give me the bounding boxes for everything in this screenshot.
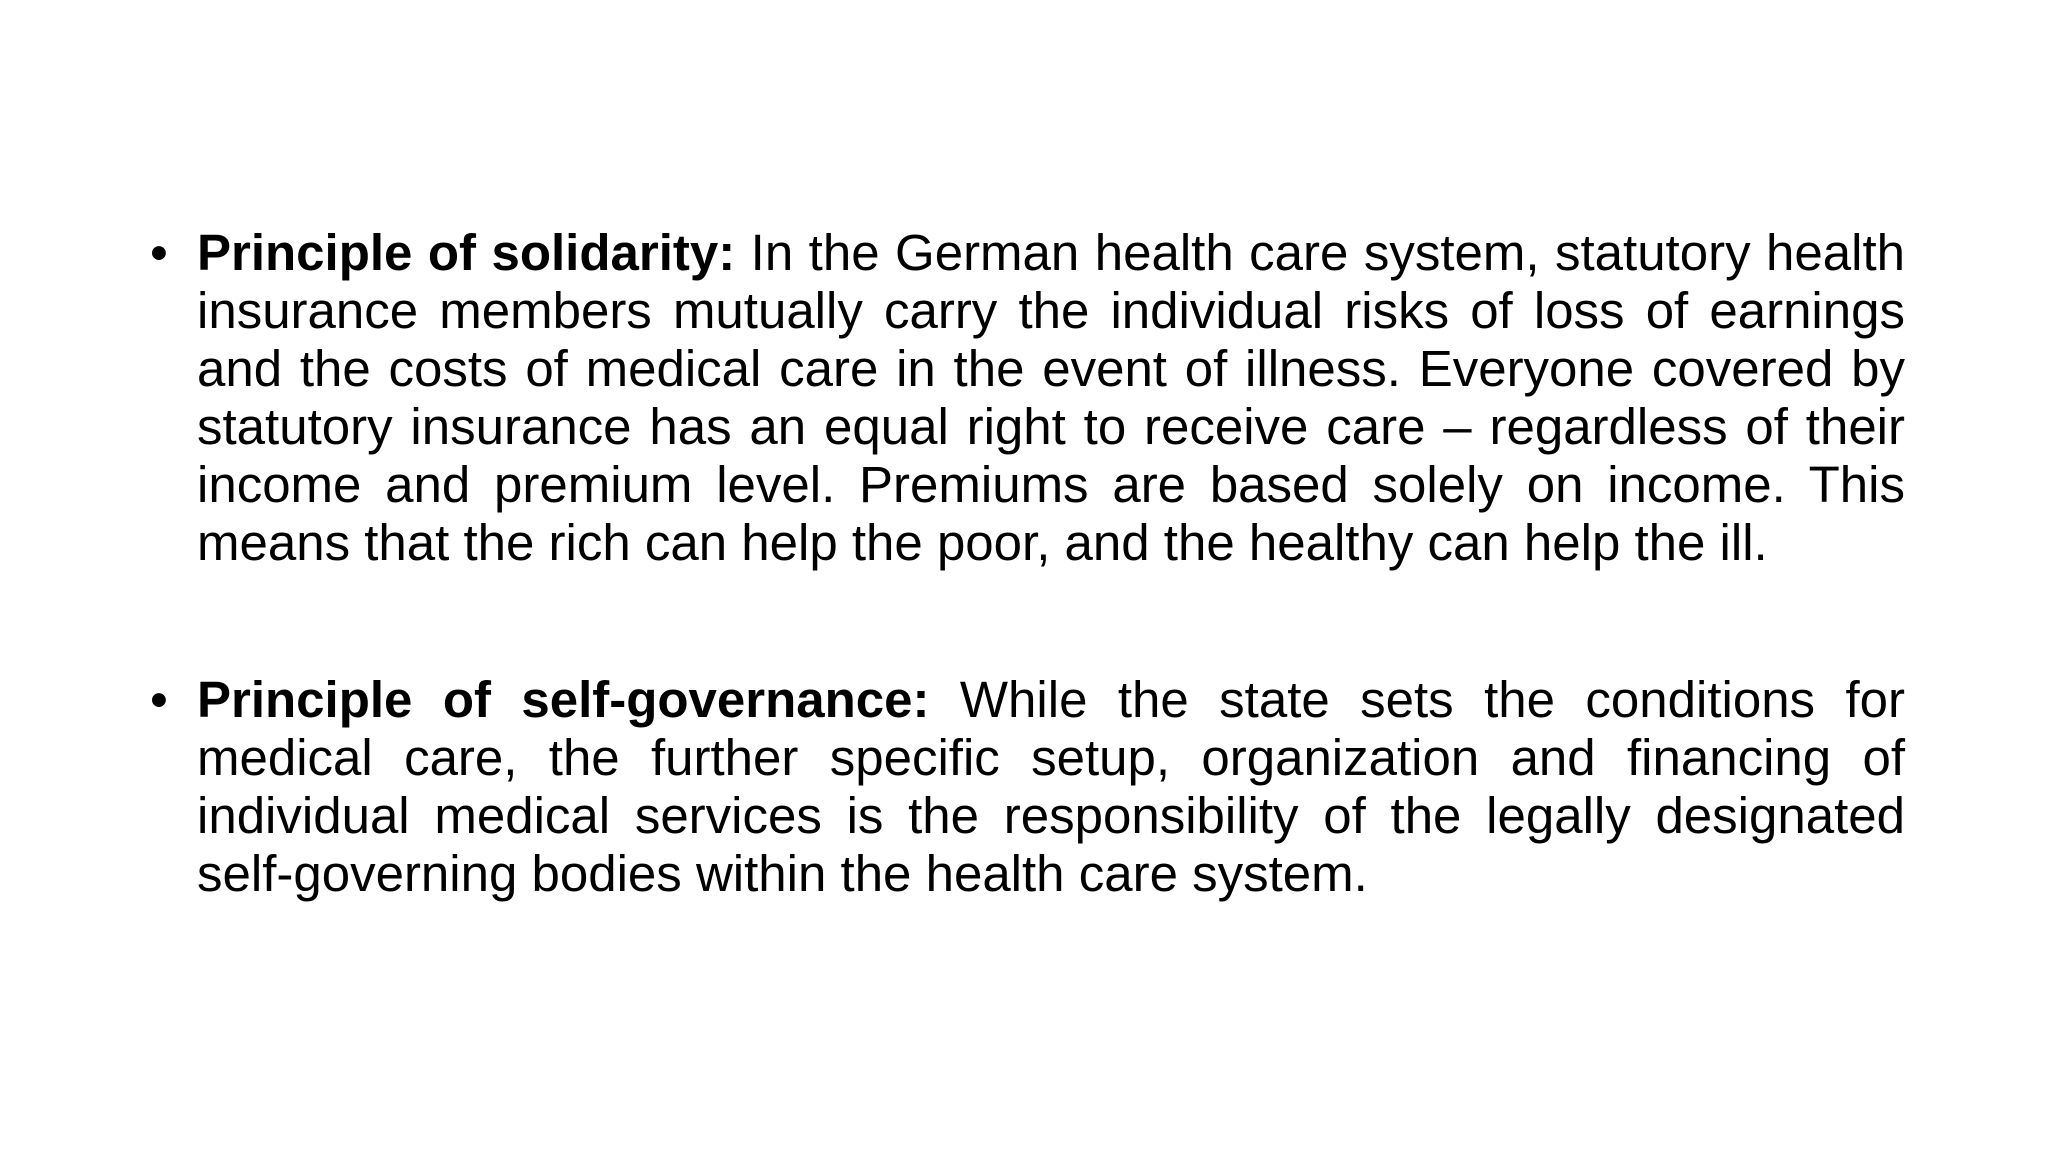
bullet-item-self-governance — [150, 671, 1905, 903]
bullet-marker: • — [150, 671, 168, 728]
bullet-term: Principle of solidarity: — [197, 224, 736, 281]
bullet-marker: • — [150, 224, 168, 281]
bullet-item-solidarity — [150, 224, 1905, 572]
bullet-term: Principle of self-governance: — [197, 671, 930, 728]
bullet-text: While the state sets the conditions for medical care, the further specific setup, organization and financing of individual medical services is the responsibility of the legally designated self-governing bodies within the health care system. — [197, 671, 1905, 902]
bullet-list — [150, 224, 1905, 903]
bullet-text: In the German health care system, statutory health insurance members mutually carry the individual risks of loss of earnings and the costs of medical care in the event of illness. Everyone covered by statutory insurance has an equal right to receive care – regardless of their income and premium level. Premiums are based solely on income. This means that the rich can help the poor, and the healthy can help the ill. — [197, 224, 1905, 571]
